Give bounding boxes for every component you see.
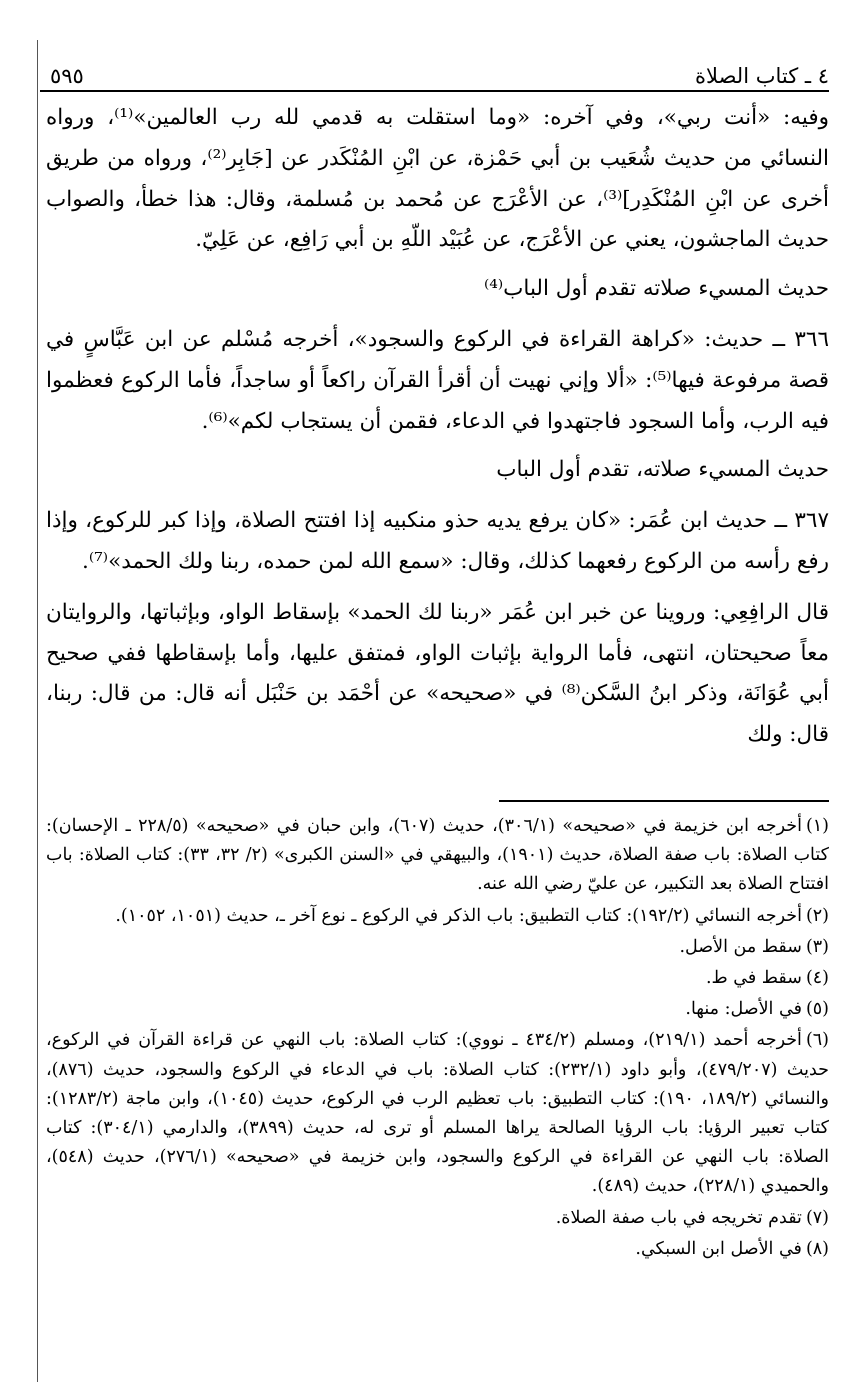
subheading-1: حديث المسيء صلاته تقدم أول الباب⁽⁴⁾	[483, 276, 829, 302]
footnote-number: (٤)	[805, 968, 829, 989]
footnote-number: (٧)	[805, 1207, 829, 1228]
page-header	[40, 52, 829, 92]
page-number: ٥٩٥	[50, 64, 84, 88]
footnote-text: في الأصل: منها.	[685, 999, 802, 1020]
footnote-text: سقط من الأصل.	[679, 936, 802, 957]
margin-rule	[37, 40, 38, 1382]
footnote-4	[46, 964, 829, 993]
footnotes	[46, 812, 829, 1266]
footnote-8	[46, 1235, 829, 1264]
footnote-7	[46, 1204, 829, 1233]
main-text	[46, 98, 829, 756]
hadith-366: ٣٦٦ ــ حديث: «كراهة القراءة في الركوع والسجود»، أخرجه مُسْلم عن ابن عَبَّاسٍ في قصة مرفوعة فيها⁽⁵⁾: «ألا وإني نهيت أن أقرأ القرآن راكعاً أو ساجداً، فأما الركوع فعظموا فيه الرب، وأما السجود فاجتهدوا في الدعاء، فقمن أن يستجاب لكم»⁽⁶⁾.	[46, 326, 829, 434]
footnote-number: (٥)	[805, 999, 829, 1020]
paragraph-rafii: قال الرافِعِي: وروينا عن خبر ابن عُمَر «ربنا لك الحمد» بإسقاط الواو، وبإثباتها، والروايتان معاً صحيحتان، انتهى، فأما الرواية بإثبات الواو، فمتفق عليها، وأما بإسقاطها ففي صحيح أبي عُوَانَة، وذكر ابنُ السَّكن⁽⁸⁾ في «صحيحه» عن أحْمَد بن حَنْبَل أنه قال: من قال: ربنا، قال: ولك	[46, 599, 829, 748]
footnote-1	[46, 812, 829, 900]
chapter-title: ٤ ـ كتاب الصلاة	[695, 64, 829, 88]
subheading-2: حديث المسيء صلاته، تقدم أول الباب	[496, 457, 829, 483]
footnote-text: في الأصل ابن السبكي.	[635, 1238, 802, 1259]
footnote-6	[46, 1026, 829, 1201]
footnote-text: أخرجه النسائي (١٩٢/٢): كتاب التطبيق: باب الذكر في الركوع ـ نوع آخر ـ، حديث (١٠٥١، ١٠٥٢).	[115, 905, 802, 926]
footnote-text: تقدم تخريجه في باب صفة الصلاة.	[555, 1207, 802, 1228]
footnote-number: (٦)	[805, 1030, 829, 1051]
footnote-5	[46, 995, 829, 1024]
footnote-number: (١)	[805, 816, 829, 836]
footnote-number: (٢)	[805, 905, 829, 926]
footnote-separator	[499, 800, 829, 802]
footnote-text: أخرجه ابن خزيمة في «صحيحه» (٣٠٦/١)، حديث (٦٠٧)، وابن حبان في «صحيحه» (٢٢٨/٥ ـ الإحسان): كتاب الصلاة: باب صفة الصلاة، حديث (١٩٠١)، والبيهقي في «السنن الكبرى» (٢/ ٣٢، ٣٣): كتاب الصلاة: باب افتتاح الصلاة بعد التكبير، عن عليّ رضي الله عنه.	[46, 816, 830, 895]
footnote-3	[46, 933, 829, 962]
paragraph-1: وفيه: «أنت ربي»، وفي آخره: «وما استقلت به قدمي لله رب العالمين»⁽¹⁾، ورواه النسائي من حديث شُعَيب بن أبي حَمْزة، عن ابْنِ المُنْكَدر عن [جَابِر⁽²⁾، ورواه من طريق أخرى عن ابْنِ المُنْكَدِر]⁽³⁾، عن الأعْرَج عن مُحمد بن مُسلمة، وقال: هذا خطأ، والصواب حديث الماجشون، يعني عن الأعْرَج، عن عُبَيْد اللّهِ بن أبي رَافِع، عن عَلِيّ.	[46, 105, 829, 253]
footnote-text: سقط في ط.	[705, 968, 802, 989]
footnote-number: (٣)	[805, 936, 829, 957]
footnote-text: أخرجه أحمد (٢١٩/١)، ومسلم (٤٣٤/٢ ـ نووي): كتاب الصلاة: باب النهي عن قراءة القرآن في الركوع، حديث (٤٧٩/٢٠٧)، وأبو داود (٢٣٢/١): كتاب الصلاة: باب في الدعاء في الركوع والسجود، حديث (٨٧٦)، والنسائي (١٨٩/٢، ١٩٠): كتاب التطبيق: باب تعظيم الرب في الركوع، حديث (١٠٤٥)، وابن ماجة (١٢٨٣/٢): كتاب تعبير الرؤيا: باب الرؤيا الصالحة يراها المسلم أو ترى له، حديث (٣٨٩٩)، والدارمي (٣٠٤/١): كتاب الصلاة: باب النهي عن القراءة في الركوع والسجود، وابن خزيمة في «صحيحه» (٢٧٦/١)، حديث (٥٤٨)، والحميدي (٢٢٨/١)، حديث (٤٨٩).	[46, 1030, 830, 1197]
footnote-2	[46, 902, 829, 931]
footnote-number: (٨)	[805, 1238, 829, 1259]
hadith-367: ٣٦٧ ــ حديث ابن عُمَر: «كان يرفع يديه حذو منكبيه إذا افتتح الصلاة، وإذا كبر للركوع، وإذا رفع رأسه من الركوع رفعهما كذلك، وقال: «سمع الله لمن حمده، ربنا ولك الحمد»⁽⁷⁾.	[46, 508, 829, 574]
